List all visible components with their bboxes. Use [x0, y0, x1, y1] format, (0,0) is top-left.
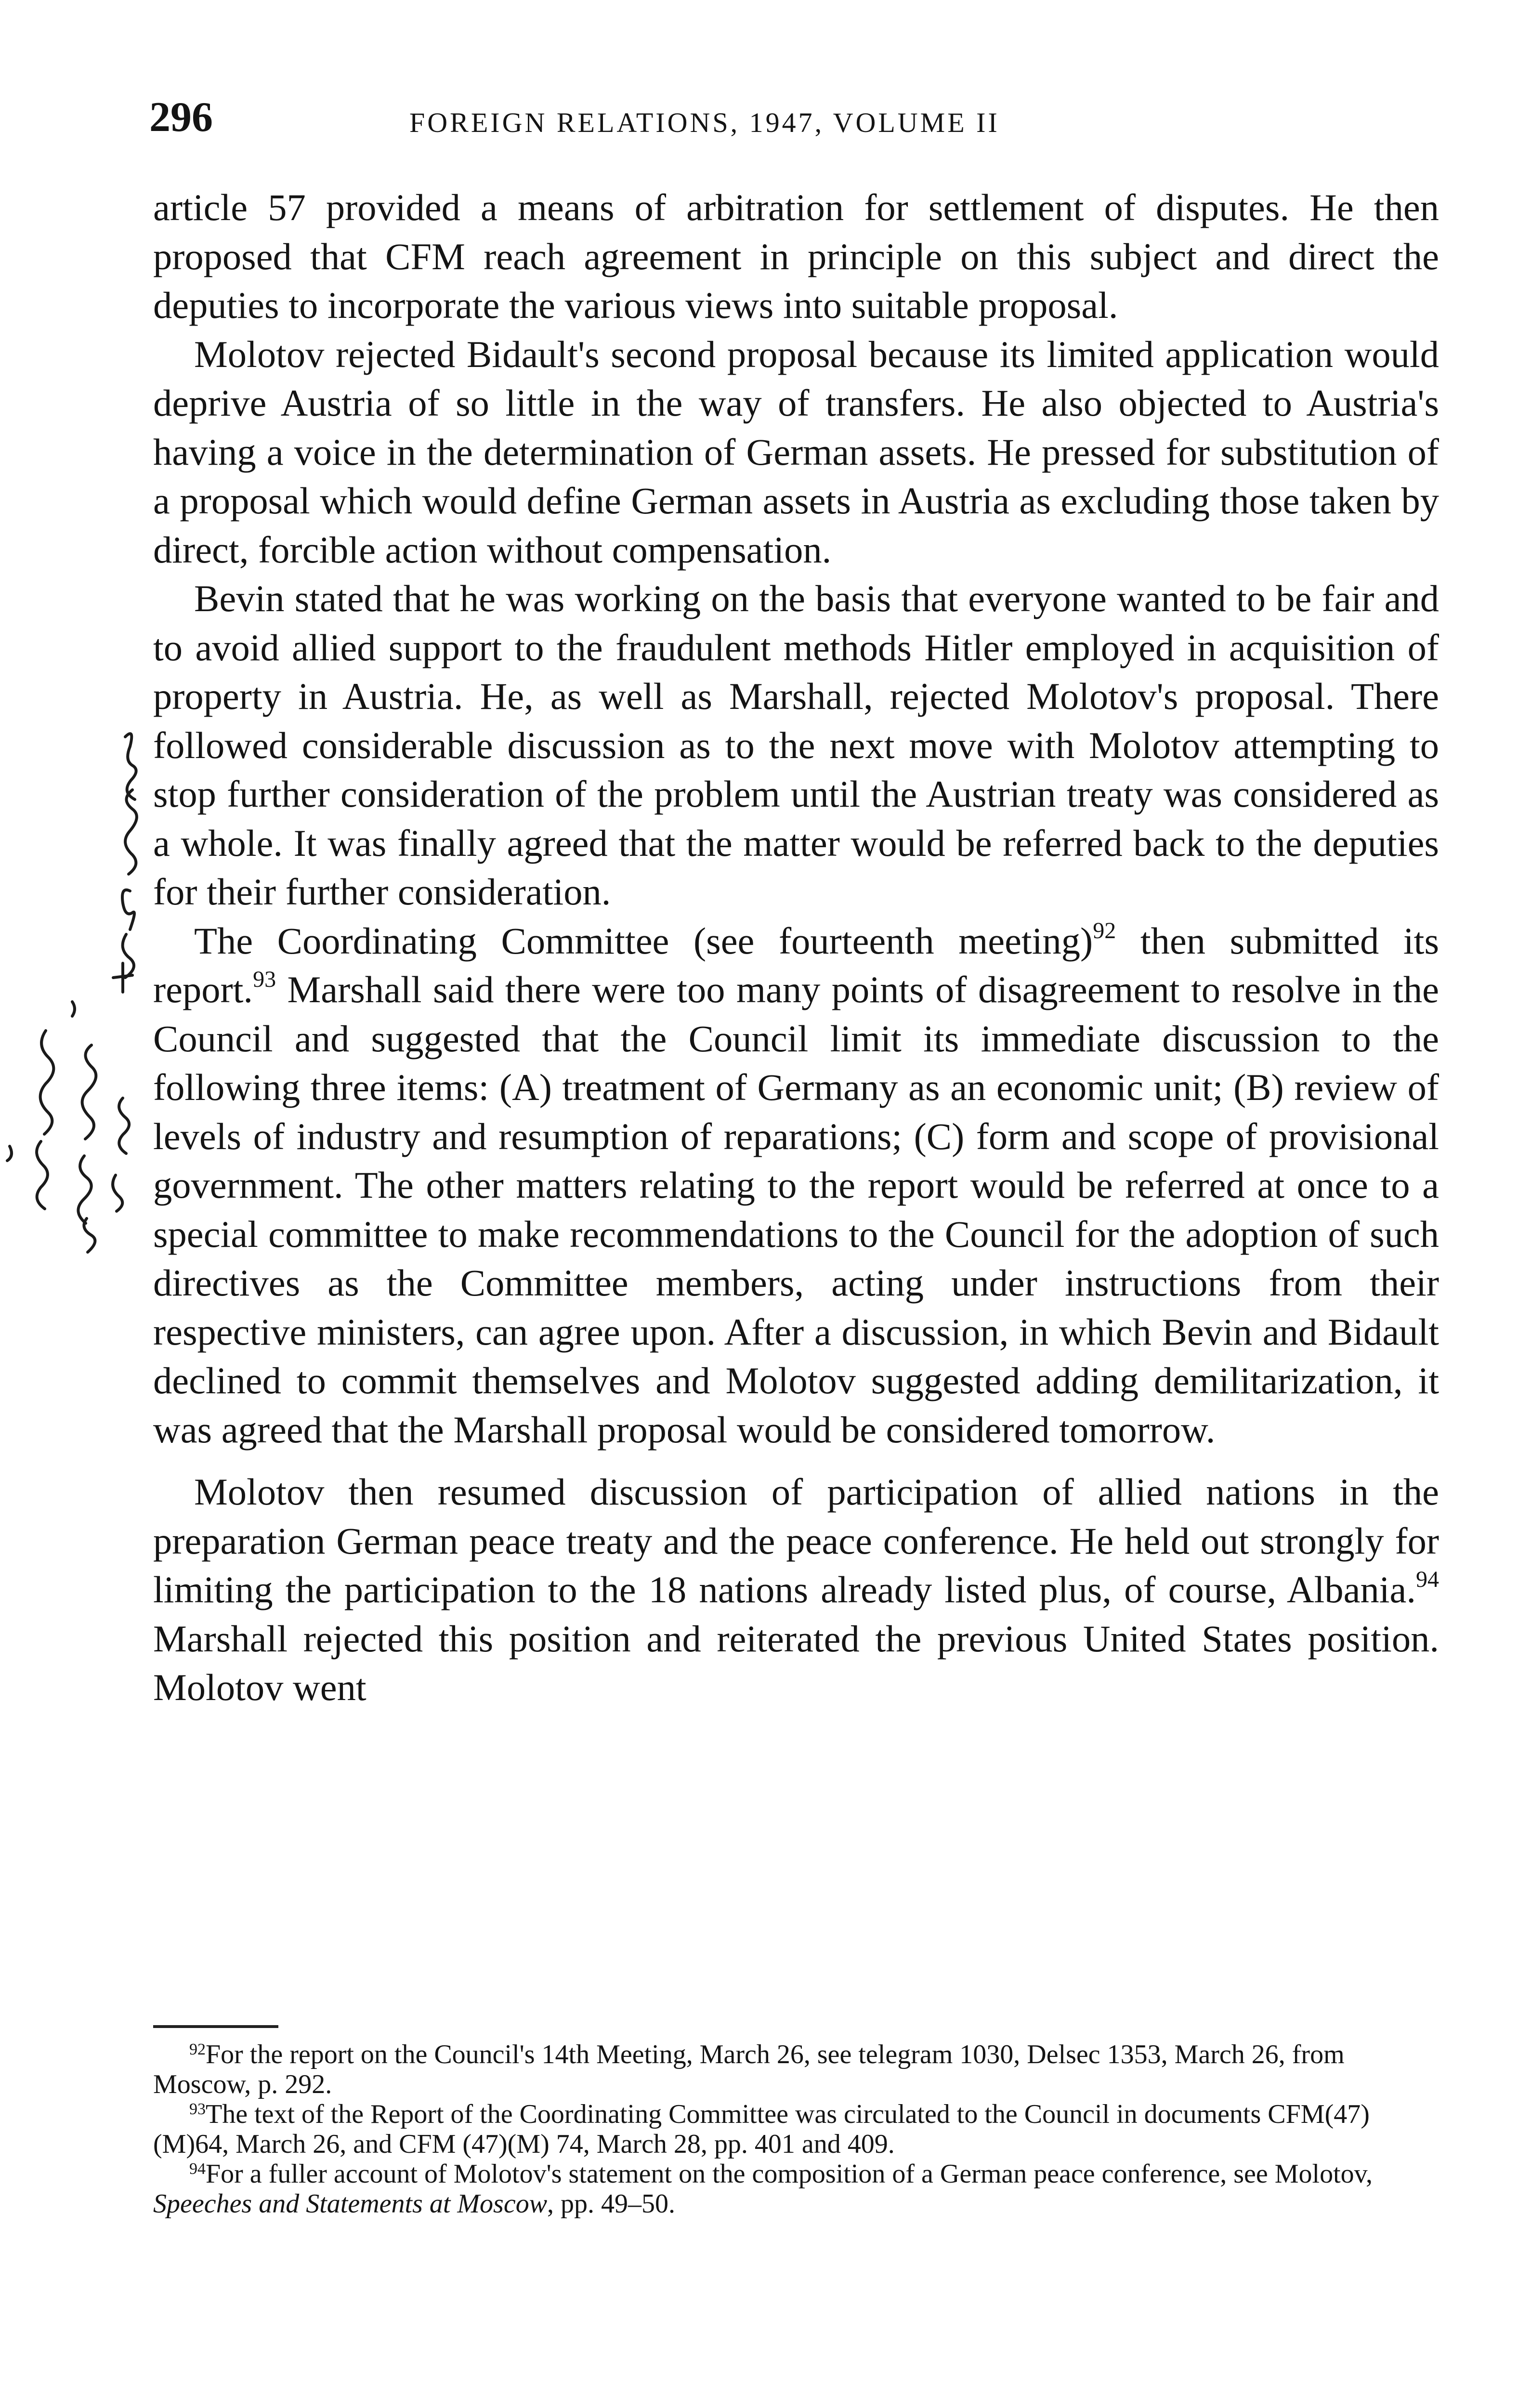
- footnote-marker: 92: [189, 2041, 206, 2058]
- footnote-text-end: , pp. 49–50.: [547, 2189, 676, 2219]
- footnote-text: For the report on the Council's 14th Meeting, March 26, see telegram 1030, Delsec 1353, March 26, from Moscow, p. 292.: [153, 2040, 1345, 2099]
- footnote-ref-94[interactable]: 94: [1416, 1567, 1439, 1592]
- footnotes: [153, 2040, 1439, 2219]
- paragraph-4: [153, 916, 1439, 1454]
- paragraph-5-text-2: Marshall rejected this position and reiterated the previous United States position. Molotov went: [153, 1617, 1439, 1708]
- paragraph-4-text-2: then submitted its report.: [153, 919, 1439, 1010]
- paragraph-5-text-1: Molotov then resumed discussion of participation of allied nations in the preparation German peace treaty and the peace conference. He held out strongly for limiting the participation to the 18 nations already listed plus, of course, Albania.: [153, 1471, 1439, 1610]
- handwritten-marginal-note-icon: [0, 665, 159, 1339]
- paragraph-4-text-3: Marshall said there were too many points of disagreement to resolve in the Council and suggested that the Council limit its immediate discussion to the following three items: (A) treatment of Germany as an economic unit; (B) review of levels of industry and resumption of reparations; (C) form and scope of provisional government. The other matters relating to the report would be referred at once to a special committee to make recommendations to the Council for the adoption of such directives as the Committee members, acting under instructions from their respective ministers, can agree upon. After a discussion, in which Bevin and Bidault declined to commit themselves and Molotov suggested adding demilitarization, it was agreed that the Marshall proposal would be considered tomorrow.: [153, 968, 1439, 1451]
- footnote-93: [153, 2099, 1439, 2159]
- paragraph-2: Molotov rejected Bidault's second proposal because its limited application would deprive Austria of so little in the way of transfers. He also objected to Austria's having a voice in the determination of German assets. He pressed for substitution of a proposal which would define German assets in Austria as excluding those taken by direct, forcible action without compensation.: [153, 333, 1439, 571]
- paragraph-3: Bevin stated that he was working on the basis that everyone wanted to be fair and to avoid allied support to the fraudulent methods Hitler employed in acquisition of property in Austria. He, as well as Marshall, rejected Molotov's proposal. There followed considerable discussion as to the next move with Molotov attempting to stop further consideration of the problem until the Austrian treaty was considered as a whole. It was finally agreed that the matter would be referred back to the deputies for their further consideration.: [153, 577, 1439, 913]
- paragraph-1: article 57 provided a means of arbitration for settlement of disputes. He then proposed that CFM reach agreement in principle on this subject and direct the deputies to incorporate the various views into suitable proposal.: [153, 186, 1439, 326]
- footnote-92: [153, 2040, 1439, 2099]
- footnote-marker: 94: [189, 2160, 206, 2178]
- footnote-divider: [153, 2025, 278, 2028]
- footnote-text: For a fuller account of Molotov's statement on the composition of a German peace conference, see Molotov,: [206, 2159, 1373, 2189]
- footnote-ref-93[interactable]: 93: [253, 967, 276, 992]
- footnote-94: [153, 2159, 1439, 2219]
- running-head: FOREIGN RELATIONS, 1947, VOLUME II: [409, 107, 1000, 138]
- body-text: [153, 183, 1439, 1712]
- paragraph-5: [153, 1467, 1439, 1712]
- footnote-ref-92[interactable]: 92: [1093, 917, 1116, 943]
- page-number: 296: [149, 94, 213, 141]
- footnote-marker: 93: [189, 2100, 206, 2118]
- paragraph-4-text-1: The Coordinating Committee (see fourteenth meeting): [194, 919, 1093, 962]
- footnote-book-title: Speeches and Statements at Moscow: [153, 2189, 548, 2219]
- footnote-text: The text of the Report of the Coordinating Committee was circulated to the Council in documents CFM(47)(M)64, March 26, and CFM (47)(M) 74, March 28, pp. 401 and 409.: [153, 2099, 1370, 2159]
